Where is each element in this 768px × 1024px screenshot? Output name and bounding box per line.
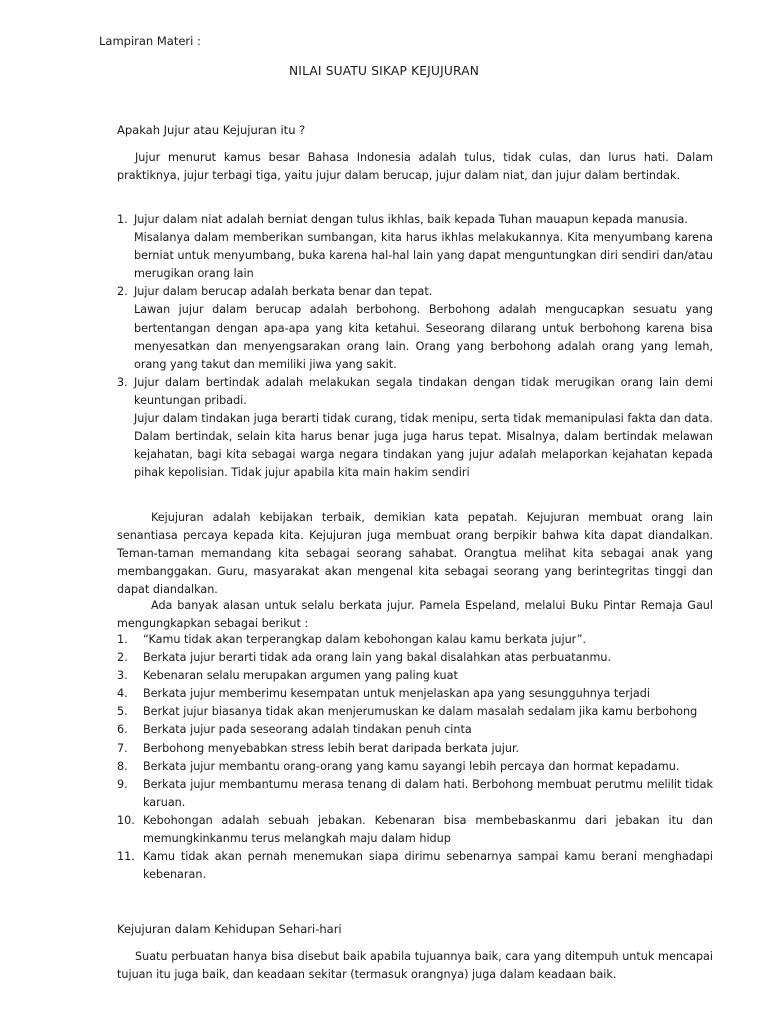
- list-item: [117, 685, 713, 703]
- list-item-lead: Jujur dalam bertindak adalah melakukan segala tindakan dengan tidak merugikan orang lain demi keuntungan pribadi.: [134, 375, 713, 407]
- list-item-text: Berkata jujur membantu orang-orang yang kamu sayangi lebih percaya dan hormat kepadamu.: [143, 759, 680, 773]
- list-number: 1.: [117, 213, 128, 226]
- list-item: [117, 758, 713, 776]
- list-item-detail: Misalanya dalam memberikan sumbangan, kita harus ikhlas melakukannya. Kita menyumbang karena berniat untuk menyumbang, buka karena hal-hal lain yang dapat menguntungkan diri sendiri dan/atau merugikan orang lain: [134, 231, 713, 281]
- list-item: [117, 812, 713, 848]
- kejujuran-paragraph: Kejujuran adalah kebijakan terbaik, demikian kata pepatah. Kejujuran membuat orang lain senantiasa percaya kepada kita. Kejujuran juga membuat orang berpikir bahwa kita dapat diandalkan. Teman-taman memandang kita sebagai seorang sahabat. Orangtua melihat kita sebagai anak yang membanggakan. Guru, masyarakat akan mengenal kita sebagai seorang yang berintegritas tinggi dan dapat diandalkan.: [117, 511, 713, 597]
- list-number: 9.: [117, 777, 128, 791]
- list-item-lead: Jujur dalam niat adalah berniat dengan tulus ikhlas, baik kepada Tuhan mauapun kepada manusia.: [134, 213, 688, 226]
- list-number: 2.: [117, 651, 128, 665]
- list-item-text: Berkata jujur pada seseorang adalah tindakan penuh cinta: [143, 723, 472, 737]
- intro-paragraph: Jujur menurut kamus besar Bahasa Indonesia adalah tulus, tidak culas, dan lurus hati. Dalam praktiknya, jujur terbagi tiga, yaitu jujur dalam berucap, jujur dalam niat, dan jujur dalam bertindak.: [117, 151, 713, 183]
- jujur-types-list: [117, 211, 713, 482]
- reasons-list: [117, 631, 713, 884]
- list-item-text: Berkata jujur membantumu merasa tenang di dalam hati. Berbohong membuat perutmu melilit tidak karuan.: [143, 777, 713, 809]
- list-item: [117, 374, 713, 483]
- list-item-lead: Jujur dalam berucap adalah berkata benar dan tepat.: [134, 285, 433, 299]
- section-heading-apakah-jujur: Apakah Jujur atau Kejujuran itu ?: [117, 123, 306, 137]
- list-number: 6.: [117, 723, 128, 737]
- list-item: [117, 649, 713, 667]
- list-item-text: Berbohong menyebabkan stress lebih berat daripada berkata jujur.: [143, 741, 520, 755]
- list-number: 2.: [117, 285, 128, 299]
- list-number: 8.: [117, 759, 128, 773]
- list-item: [117, 703, 713, 721]
- list-number: 10.: [117, 813, 135, 827]
- section-heading-kehidupan: Kejujuran dalam Kehidupan Sehari-hari: [117, 922, 342, 936]
- list-item: [117, 776, 713, 812]
- list-item: [117, 631, 713, 649]
- list-item-text: Berkata jujur berarti tidak ada orang lain yang bakal disalahkan atas perbuatanmu.: [143, 651, 612, 665]
- list-number: 5.: [117, 705, 128, 719]
- list-number: 3.: [117, 669, 128, 683]
- list-number: 11.: [117, 850, 135, 864]
- list-number: 4.: [117, 687, 128, 701]
- document-title: NILAI SUATU SIKAP KEJUJURAN: [288, 64, 480, 78]
- lampiran-label: Lampiran Materi :: [99, 34, 201, 48]
- list-item-text: Kebenaran selalu merupakan argumen yang paling kuat: [143, 669, 458, 683]
- kehidupan-paragraph: Suatu perbuatan hanya bisa disebut baik apabila tujuannya baik, cara yang ditempuh untuk mencapai tujuan itu juga baik, dan keadaan sekitar (termasuk orangnya) juga dalam keadaan baik.: [117, 950, 713, 982]
- list-item: [117, 721, 713, 739]
- list-item-text: “Kamu tidak akan terperangkap dalam kebohongan kalau kamu berkata jujur”.: [143, 633, 587, 646]
- list-item-text: Kebohongan adalah sebuah jebakan. Kebenaran bisa membebaskanmu dari jebakan itu dan memungkinkanmu terus melangkah maju dalam hidup: [143, 813, 713, 846]
- list-item: [117, 848, 713, 884]
- list-item-text: Kamu tidak akan pernah menemukan siapa dirimu sebenarnya sampai kamu berani menghadapi kebenaran.: [143, 850, 713, 882]
- list-item: [117, 211, 713, 283]
- list-item: [117, 667, 713, 685]
- list-item: [117, 740, 713, 758]
- list-number: 3.: [117, 375, 128, 389]
- list-item: [117, 283, 713, 373]
- list-number: 1.: [117, 633, 128, 646]
- list-item-detail: Lawan jujur dalam berucap adalah berbohong. Berbohong adalah mengucapkan sesuatu yang bertentangan dengan apa-apa yang kita ketahui. Seseorang dilarang untuk berbohong karena bisa menyesatkan dan menyengsarakan orang lain. Orang yang berbohong adalah orang yang lemah, orang yang takut dan memiliki jiwa yang sakit.: [134, 303, 713, 371]
- alasan-paragraph: Ada banyak alasan untuk selalu berkata jujur. Pamela Espeland, melalui Buku Pintar Remaja Gaul mengungkapkan sebagai berikut :: [117, 599, 713, 631]
- list-item-text: Berkat jujur biasanya tidak akan menjerumuskan ke dalam masalah sedalam jika kamu berbohong: [143, 705, 698, 719]
- list-number: 7.: [117, 741, 128, 755]
- list-item-detail: Jujur dalam tindakan juga berarti tidak curang, tidak menipu, serta tidak memanipulasi fakta dan data. Dalam bertindak, selain kita harus benar juga juga harus tepat. Misalnya, dalam bertindak melawan kejahatan, bagi kita sebagai warga negara tindakan yang jujur adalah melaporkan kejahatan kepada pihak kepolisian. Tidak jujur apabila kita main hakim sendiri: [134, 412, 713, 480]
- list-item-text: Berkata jujur memberimu kesempatan untuk menjelaskan apa yang sesungguhnya terjadi: [143, 687, 650, 701]
